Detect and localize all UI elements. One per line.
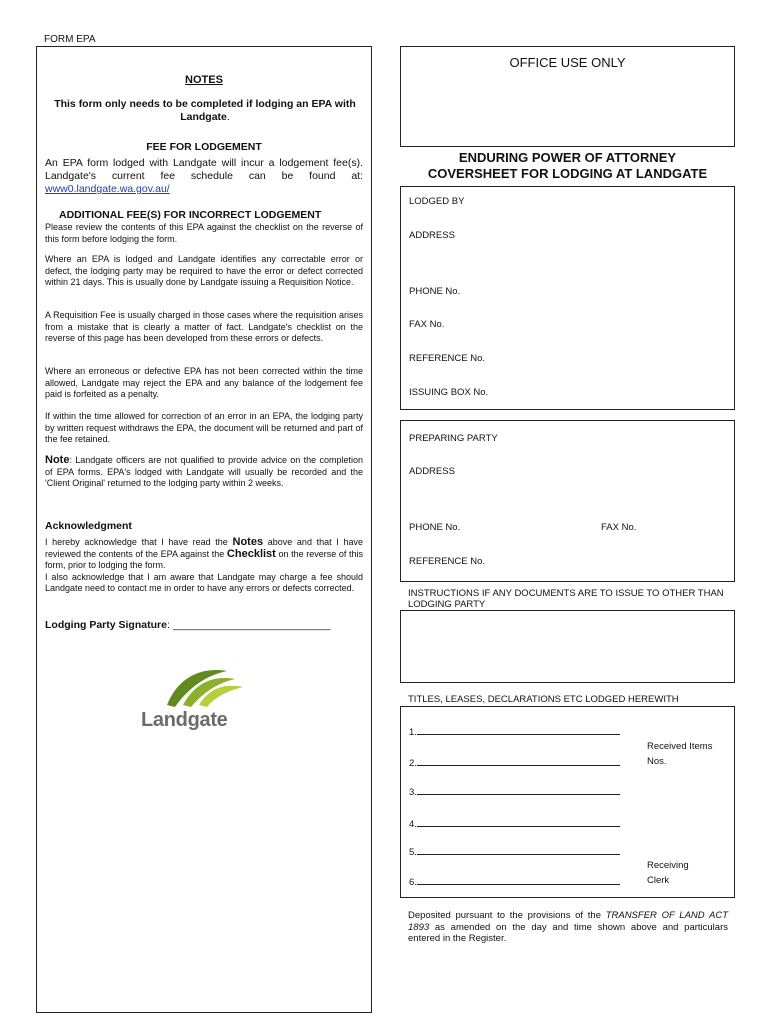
title-line-1: ENDURING POWER OF ATTORNEY	[458, 150, 677, 165]
issuing-box-label: ISSUING BOX No.	[409, 387, 489, 398]
landgate-logo	[141, 665, 249, 735]
received-items-label: Received Items	[647, 741, 713, 752]
review-text: Please review the contents of this EPA against the checklist on the reverse of this form before lodging the form.	[45, 222, 363, 244]
correction-text: Where an EPA is lodged and Landgate identifies any correctable error or defect, the lodging party may be required to have the error or defect corrected within 21 days. This is usually done by Landgate issuing a Requisition Notice.	[45, 254, 363, 287]
only-needed-text	[47, 98, 363, 124]
deposit-act: TRANSFER OF LAND ACT 1893	[408, 910, 728, 933]
lodged-by-label: LODGED BY	[409, 196, 465, 207]
landgate-wordmark: Landgate	[141, 709, 228, 731]
title-item-number: 1.	[409, 727, 417, 738]
note-text	[45, 455, 363, 490]
fee-schedule-link[interactable]: www0.landgate.wa.gov.au/	[45, 183, 170, 195]
signature-label: Lodging Party Signature	[45, 619, 167, 631]
lodged-reference-label: REFERENCE No.	[409, 353, 486, 364]
only-needed-lead: This form only needs to be completed if lodging an EPA with Landgate	[54, 98, 356, 123]
landgate-leaf-icon	[149, 665, 249, 709]
received-nos-label: Nos.	[647, 756, 667, 767]
ack-part-4: I also acknowledge that I am aware that Landgate may charge a fee should Landgate need to contact me in order to have any errors or defects corrected.	[45, 571, 363, 593]
office-use-label: OFFICE USE ONLY	[509, 55, 626, 70]
title-item-6[interactable]	[409, 875, 620, 888]
ack-part-3: on the reverse of this form, prior to lodging the form.	[45, 548, 363, 570]
preparing-reference-label: REFERENCE No.	[409, 556, 486, 567]
fee-text	[45, 157, 363, 196]
lodged-fax-label: FAX No.	[409, 319, 445, 330]
title-item-number: 6.	[409, 877, 417, 888]
title-item-number: 5.	[409, 847, 417, 858]
ack-part-1: I hereby acknowledge that I have read the	[45, 537, 233, 547]
lodged-phone-label: PHONE No.	[409, 286, 461, 297]
ack-checklist-word: Checklist	[226, 547, 276, 560]
titles-label: TITLES, LEASES, DECLARATIONS ETC LODGED HEREWITH	[408, 694, 679, 705]
titles-box	[400, 706, 735, 898]
clerk-label: Clerk	[647, 875, 670, 886]
only-needed-end: .	[226, 111, 230, 123]
additional-fee-heading: ADDITIONAL FEE(S) FOR INCORRECT LODGEMENT	[59, 209, 322, 221]
title-item-4[interactable]	[409, 817, 620, 830]
title-item-5[interactable]	[409, 845, 620, 858]
acknowledgment-text	[45, 537, 363, 595]
title-item-2[interactable]	[409, 756, 620, 769]
note-body: : Landgate officers are not qualified to provide advice on the completion of EPA forms. EPA's lodged with Landgate will usually be recorded and the 'Client Original' returned to the lodging party within 2 weeks.	[45, 455, 363, 488]
form-label: FORM EPA	[44, 34, 96, 45]
preparing-fax-label: FAX No.	[601, 522, 637, 533]
deposit-tail: as amended on the day and time shown above and particulars entered in the Register.	[408, 921, 728, 944]
note-label: Note	[45, 454, 70, 466]
instructions-label: INSTRUCTIONS IF ANY DOCUMENTS ARE TO ISSUE TO OTHER THAN LODGING PARTY	[408, 588, 724, 610]
lodged-address-label: ADDRESS	[409, 230, 455, 241]
rejection-text: Where an erroneous or defective EPA has not been corrected within the time allowed, Landgate may reject the EPA and any balance of the lodgement fee paid is forfeited as a penalty.	[45, 366, 363, 399]
notes-panel	[36, 46, 372, 1013]
title-item-number: 3.	[409, 787, 417, 798]
acknowledgment-heading: Acknowledgment	[45, 520, 132, 532]
title-line-2: COVERSHEET FOR LODGING AT LANDGATE	[427, 166, 708, 181]
title-item-number: 2.	[409, 758, 417, 769]
lodging-party-signature[interactable]	[45, 620, 363, 632]
title-item-number: 4.	[409, 819, 417, 830]
fee-body: An EPA form lodged with Landgate will incur a lodgement fee(s). Landgate's current fee schedule can be found at:	[45, 157, 363, 182]
office-use-box	[400, 46, 735, 147]
title-item-3[interactable]	[409, 785, 620, 798]
deposit-statement	[408, 910, 728, 945]
preparing-party-box[interactable]	[400, 420, 735, 582]
preparing-party-label: PREPARING PARTY	[409, 433, 498, 444]
preparing-address-label: ADDRESS	[409, 466, 455, 477]
page-title	[400, 150, 735, 182]
preparing-phone-label: PHONE No.	[409, 522, 461, 533]
withdrawal-text: If within the time allowed for correction of an error in an EPA, the lodging party by written request withdraws the EPA, the document will be returned and part of the fee retained.	[45, 411, 363, 444]
signature-line: : ___________________________	[166, 619, 331, 631]
fee-heading: FEE FOR LODGEMENT	[146, 141, 262, 153]
requisition-text: A Requisition Fee is usually charged in those cases where the requisition arises from a mistake that is clearly a matter of fact. Landgate's checklist on the reverse of this page has been developed from these errors or defects.	[45, 310, 363, 343]
notes-heading: NOTES	[185, 74, 223, 86]
lodged-by-box[interactable]	[400, 186, 735, 410]
title-item-1[interactable]	[409, 725, 620, 738]
deposit-lead: Deposited pursuant to the provisions of the	[408, 910, 606, 921]
receiving-label: Receiving	[647, 860, 689, 871]
instructions-box[interactable]	[400, 610, 735, 683]
ack-part-2: above and that I have reviewed the contents of the EPA against the	[45, 537, 363, 559]
ack-notes-word: Notes	[232, 536, 264, 548]
